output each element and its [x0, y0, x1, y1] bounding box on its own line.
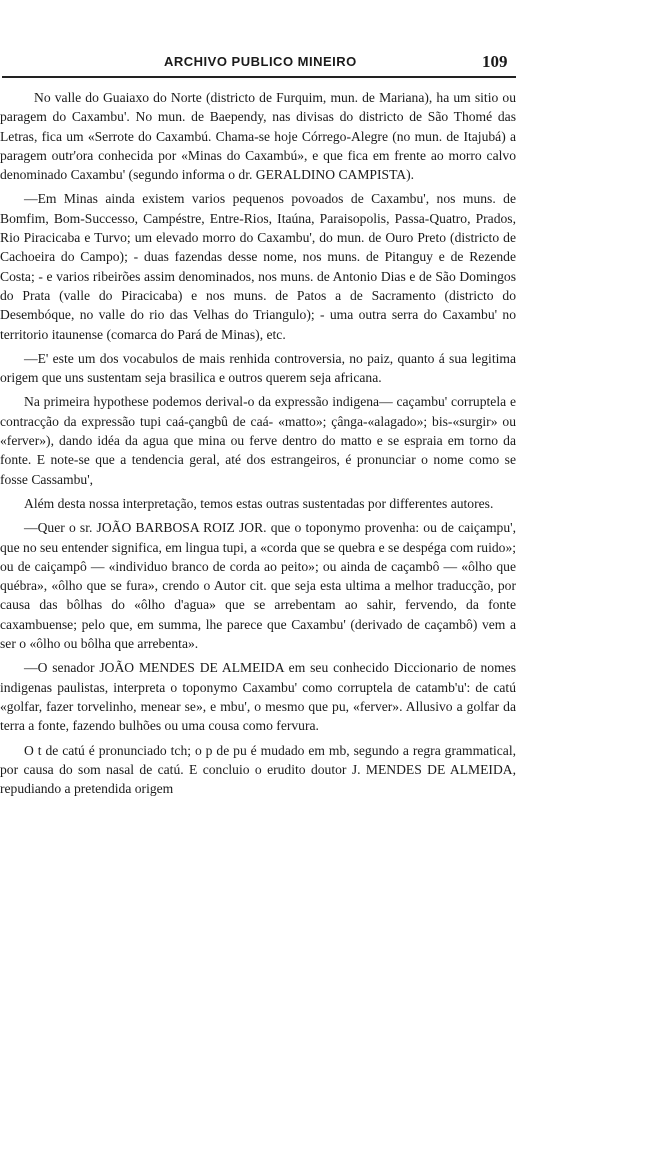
page-header [0, 52, 520, 74]
running-head: ARCHIVO PUBLICO MINEIRO [164, 54, 357, 69]
paragraph: —Em Minas ainda existem varios pequenos povoados de Caxambu', nos muns. de Bomfim, Bom-Successo, Campéstre, Entre-Rios, Itaúna, Paraisopolis, Passa-Quatro, Prados, Rio Piracicaba e Turvo; um elevado morro do Caxambu', do mun. de Ouro Preto (districto de Cachoeira do Campo); - duas fazendas desse nome, nos muns. de Pitanguy e de Rezende Costa; - e varios ribeirões assim denominados, nos muns. de Antonio Dias e de São Domingos do Prata (valle do Piracicaba) e nos muns. de Patos a de Sacramento (districto do Desembóque, no valle do rio das Velhas do Triangulo); - uma outra serra do Caxambu' no territorio itaunense (comarca do Pará de Minas), etc. [0, 191, 516, 342]
paragraph: Além desta nossa interpretação, temos estas outras sustentadas por differentes autores. [24, 495, 494, 511]
page-number: 109 [482, 52, 508, 71]
paragraph: —O senador JOÃO MENDES DE ALMEIDA em seu conhecido Diccionario de nomes indigenas paulistas, interpreta o toponymo Caxambu' como corruptela de catamb'u': de catú «golfar, fazer torvelinho, menear se», e mbu', o mesmo que pu, «ferver». Allusivo a golfar da terra a fonte, fazendo bulhões ou uma cousa como fervura. [0, 660, 516, 734]
paragraph: —Quer o sr. JOÃO BARBOSA ROIZ JOR. que o toponymo provenha: ou de caiçampu', que no seu entender significa, em lingua tupi, a «corda que se quebra e se despéga com ruido»; ou de caiçampô — «individuo branco de corda ao peito»; ou ainda de caçambô — «ôlho que québra», «ôlho que se fura», crendo o Autor cit. que seja esta ultima a melhor traducção, por causa das bôlhas do «ôlho d'agua» que se arrebentam ao sahir, fervendo, da fonte caxambuense; pelo que, em summa, lhe parece que Caxambu' (derivado de caçambô) vem a ser o «ôlho ou bôlha que arrebenta». [0, 520, 517, 652]
paragraph: Na primeira hypothese podemos derival-o da expressão indigena— caçambu' corruptela e contracção da expressão tupi caá-çangbû de caá- «matto»; çânga-«alagado»; bis-«surgir» ou «ferver»), dando idéa da agua que mina ou ferve dentro do matto e se espraia em torno da fonte. E note-se que a tendencia geral, até dos estrangeiros, é pronunciar o nome como se fosse Cassambu', [0, 394, 516, 487]
paragraph: O t de catú é pronunciado tch; o p de pu é mudado em mb, segundo a regra grammatical, por causa do som nasal de catú. E concluio o erudito doutor J. MENDES DE ALMEIDA, repudiando a pretendida origem [0, 742, 516, 797]
header-rule [2, 76, 516, 78]
paragraph: —E' este um dos vocabulos de mais renhida controversia, no paiz, quanto á sua legitima origem que uns sustentam seja brasilica e outros querem seja africana. [0, 350, 516, 386]
paragraph: No valle do Guaiaxo do Norte (districto de Furquim, mun. de Mariana), ha um sitio ou paragem do Caxambu'. No mun. de Baependy, nas divisas do districto de São Thomé das Letras, fica um «Serrote do Caxambú. Chama-se hoje Córrego-Alegre (no mun. de Itajubá) a paragem outr'ora conhecida por «Minas do Caxambú», e que fica em frente ao morro calvo denominado Caxambu' (segundo informa o dr. GERALDINO CAMPISTA). [0, 90, 516, 183]
body-text [0, 88, 516, 803]
